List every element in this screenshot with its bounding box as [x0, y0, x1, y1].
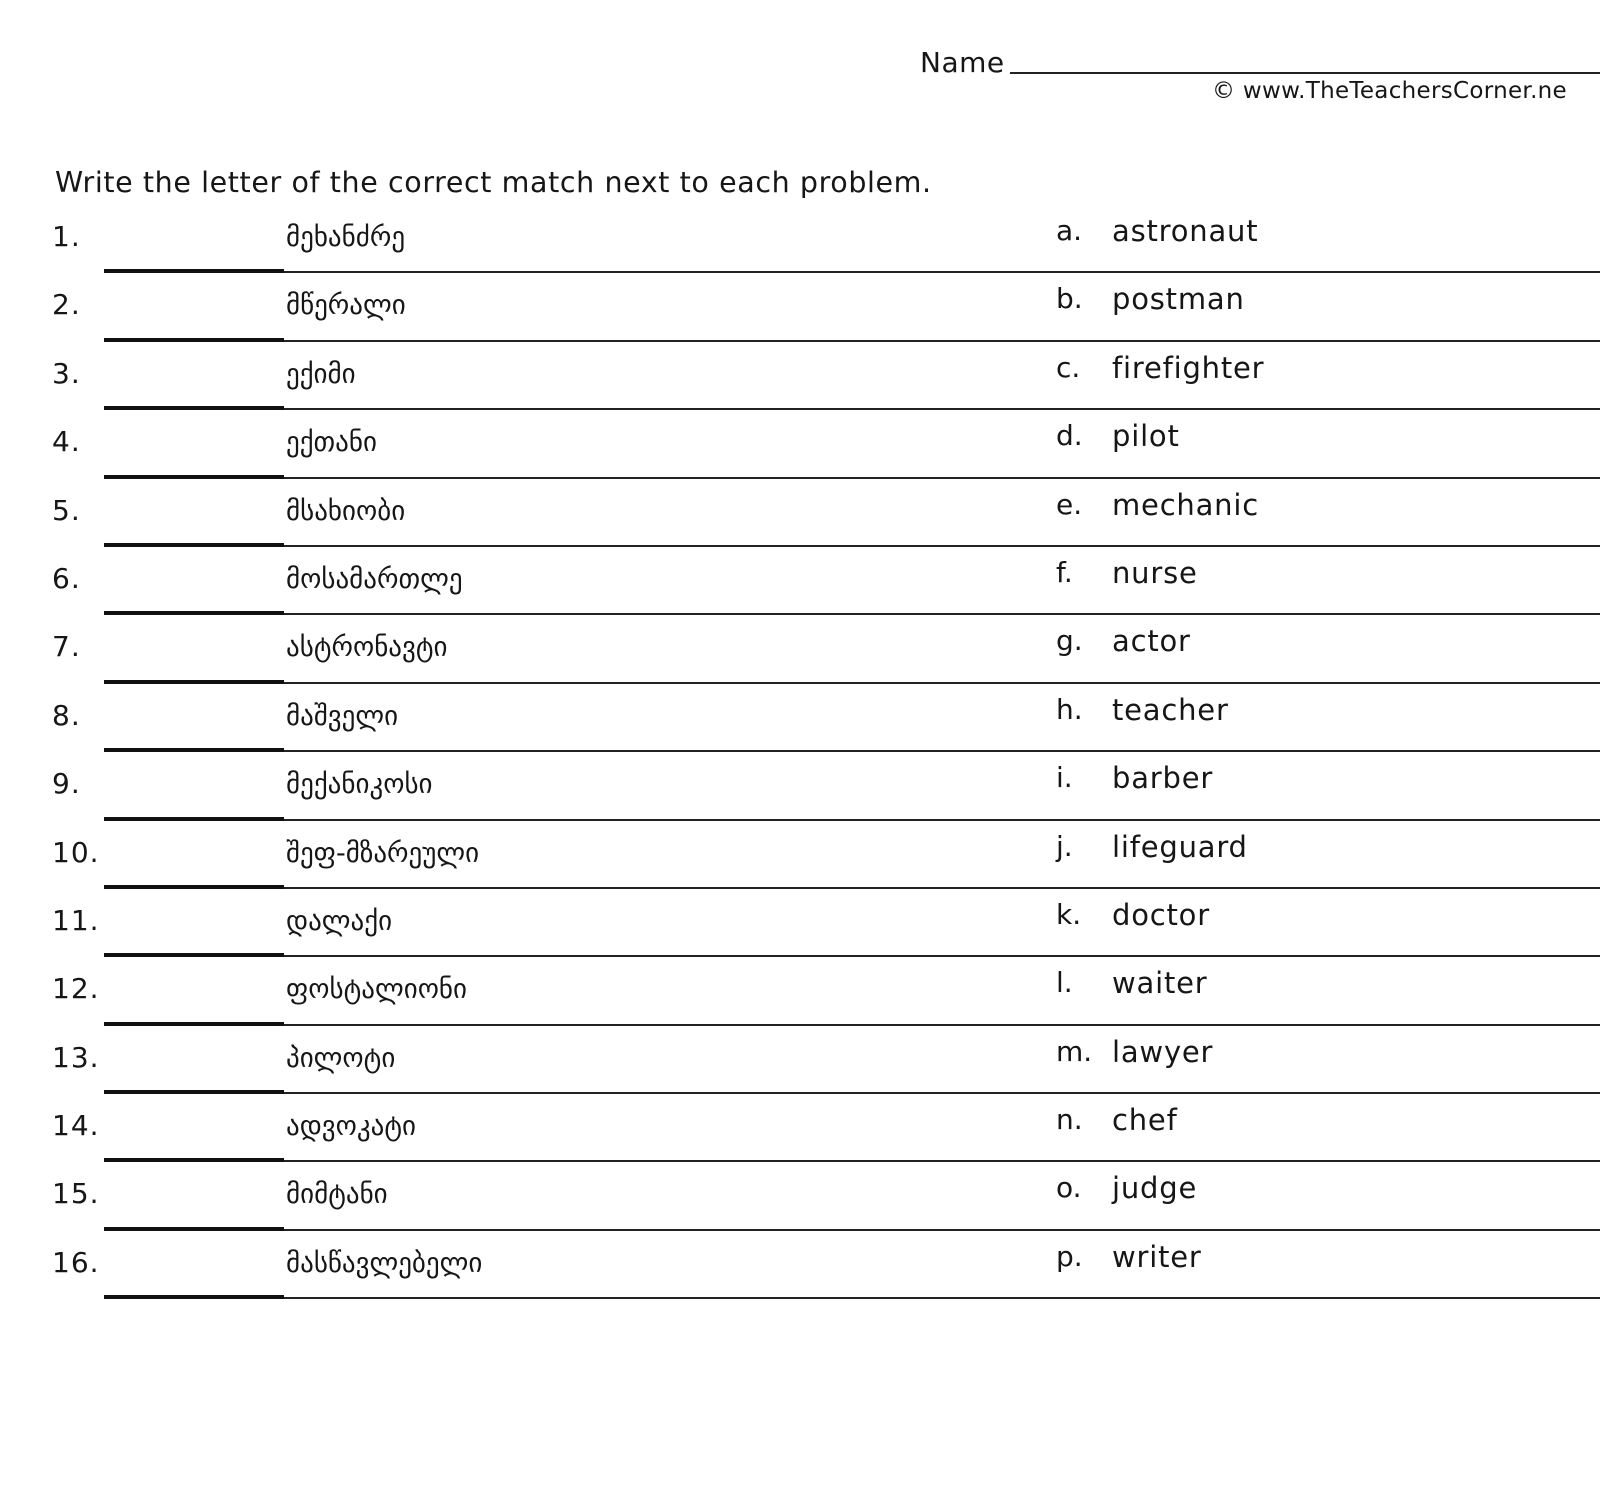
match-word: firefighter: [1112, 350, 1265, 385]
match-letter: c.: [1056, 350, 1081, 384]
row-divider: [284, 477, 1600, 479]
row-divider: [284, 271, 1600, 273]
match-word: lawyer: [1112, 1034, 1214, 1069]
row-divider: [284, 1160, 1600, 1162]
georgian-term: მწერალი: [286, 290, 406, 322]
georgian-term: პილოტი: [286, 1042, 396, 1074]
match-word: postman: [1112, 282, 1245, 317]
problem-row: [0, 1097, 1600, 1165]
answer-blank[interactable]: [104, 953, 284, 957]
instructions: Write the letter of the correct match next to each problem.: [55, 166, 932, 199]
georgian-term: ექთანი: [286, 427, 377, 459]
problem-number: 9.: [52, 767, 81, 801]
problem-row: [0, 1165, 1600, 1233]
match-word: mechanic: [1112, 487, 1259, 522]
georgian-term: ფოსტალიონი: [286, 974, 468, 1006]
problem-number: 13.: [52, 1040, 100, 1074]
match-word: lifeguard: [1112, 829, 1248, 864]
problem-number: 14.: [52, 1109, 100, 1143]
match-letter: i.: [1056, 761, 1073, 795]
match-word: astronaut: [1112, 214, 1259, 248]
match-letter: m.: [1056, 1034, 1093, 1068]
match-word: chef: [1112, 1103, 1178, 1138]
row-divider: [284, 887, 1600, 889]
problem-row: [0, 550, 1600, 618]
problem-number: 7.: [52, 630, 81, 664]
match-letter: d.: [1056, 419, 1083, 453]
row-divider: [284, 955, 1600, 957]
answer-blank[interactable]: [104, 1158, 284, 1162]
row-divider: [284, 613, 1600, 615]
row-divider: [284, 1024, 1600, 1026]
problem-row: [0, 892, 1600, 960]
match-letter: b.: [1056, 282, 1083, 316]
match-letter: l.: [1056, 966, 1073, 1000]
match-letter: j.: [1056, 829, 1073, 863]
georgian-term: მოსამართლე: [286, 563, 463, 595]
row-divider: [284, 819, 1600, 821]
match-letter: a.: [1056, 214, 1083, 247]
problem-number: 6.: [52, 561, 81, 595]
match-letter: n.: [1056, 1103, 1083, 1137]
problem-number: 16.: [52, 1245, 100, 1279]
problem-number: 15.: [52, 1177, 100, 1211]
problem-row: [0, 687, 1600, 755]
row-divider: [284, 682, 1600, 684]
problem-number: 3.: [52, 356, 81, 390]
match-letter: f.: [1056, 555, 1073, 589]
answer-blank[interactable]: [104, 748, 284, 752]
georgian-term: მიმტანი: [286, 1179, 388, 1211]
problem-row: [0, 482, 1600, 550]
problem-number: 10.: [52, 835, 100, 869]
answer-blank[interactable]: [104, 817, 284, 821]
problem-row: [0, 208, 1600, 276]
georgian-term: მაშველი: [286, 700, 399, 732]
row-divider: [284, 408, 1600, 410]
problem-row: [0, 1029, 1600, 1097]
match-letter: p.: [1056, 1239, 1083, 1273]
match-word: judge: [1112, 1171, 1198, 1206]
row-divider: [284, 545, 1600, 547]
match-word: waiter: [1112, 966, 1208, 1001]
answer-blank[interactable]: [104, 1090, 284, 1094]
problem-number: 8.: [52, 698, 81, 732]
answer-blank[interactable]: [104, 1295, 284, 1299]
problem-row: [0, 413, 1600, 481]
answer-blank[interactable]: [104, 338, 284, 342]
answer-blank[interactable]: [104, 475, 284, 479]
name-field-line[interactable]: [1010, 72, 1600, 74]
georgian-term: მეხანძრე: [286, 222, 406, 253]
match-word: doctor: [1112, 897, 1210, 932]
match-letter: h.: [1056, 692, 1083, 726]
georgian-term: ექიმი: [286, 358, 356, 390]
answer-blank[interactable]: [104, 1227, 284, 1231]
problem-row: [0, 276, 1600, 344]
answer-blank[interactable]: [104, 611, 284, 615]
problem-row: [0, 618, 1600, 686]
georgian-term: მექანიკოსი: [286, 769, 433, 801]
problem-row: [0, 1234, 1600, 1302]
matching-rows: [0, 208, 1600, 1302]
problem-number: 4.: [52, 425, 81, 459]
row-divider: [284, 750, 1600, 752]
problem-number: 5.: [52, 493, 81, 527]
match-letter: k.: [1056, 897, 1082, 931]
problem-row: [0, 755, 1600, 823]
problem-number: 11.: [52, 903, 100, 937]
georgian-term: შეფ-მზარეული: [286, 837, 480, 869]
problem-row: [0, 960, 1600, 1028]
match-word: writer: [1112, 1239, 1202, 1274]
row-divider: [284, 340, 1600, 342]
match-letter: e.: [1056, 487, 1083, 521]
match-word: nurse: [1112, 555, 1198, 590]
georgian-term: ადვოკატი: [286, 1111, 416, 1143]
georgian-term: ასტრონავტი: [286, 632, 448, 664]
name-label: Name: [920, 46, 1005, 79]
georgian-term: მსახიობი: [286, 495, 406, 527]
match-word: pilot: [1112, 419, 1180, 454]
answer-blank[interactable]: [104, 885, 284, 889]
answer-blank[interactable]: [104, 269, 284, 273]
row-divider: [284, 1092, 1600, 1094]
georgian-term: დალაქი: [286, 905, 393, 937]
row-divider: [284, 1297, 1600, 1299]
match-letter: o.: [1056, 1171, 1082, 1205]
problem-row: [0, 345, 1600, 413]
georgian-term: მასწავლებელი: [286, 1247, 483, 1279]
problem-number: 1.: [52, 220, 81, 253]
match-letter: g.: [1056, 624, 1083, 658]
row-divider: [284, 1229, 1600, 1231]
match-word: actor: [1112, 624, 1191, 659]
match-word: teacher: [1112, 692, 1229, 727]
answer-blank[interactable]: [104, 680, 284, 684]
problem-row: [0, 824, 1600, 892]
problem-number: 12.: [52, 972, 100, 1006]
answer-blank[interactable]: [104, 1022, 284, 1026]
match-word: barber: [1112, 761, 1214, 796]
answer-blank[interactable]: [104, 406, 284, 410]
copyright-notice: © www.TheTeachersCorner.ne: [1212, 78, 1568, 104]
answer-blank[interactable]: [104, 543, 284, 547]
problem-number: 2.: [52, 288, 81, 322]
